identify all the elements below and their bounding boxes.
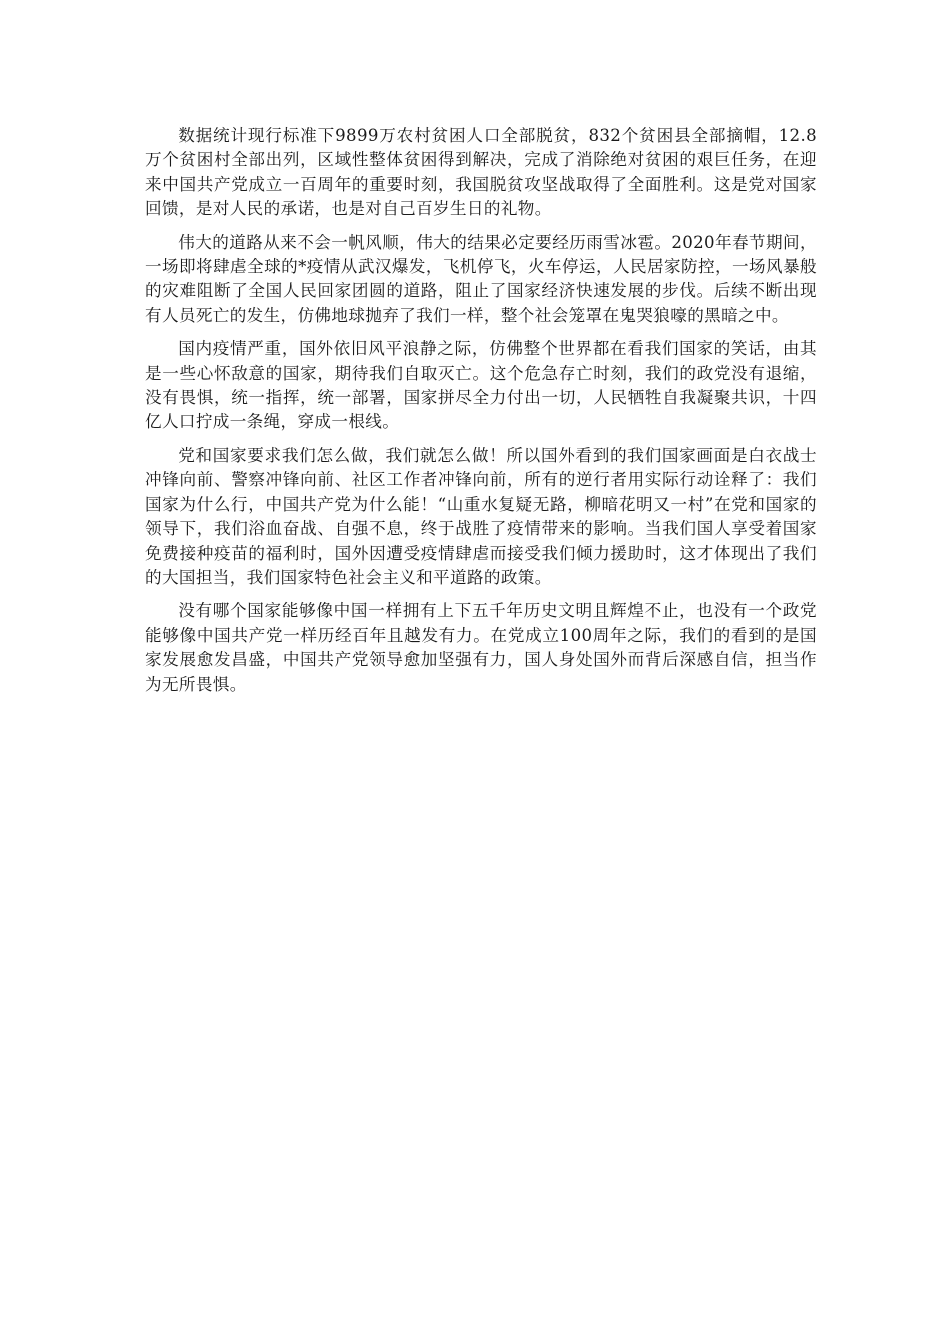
- document-body: [145, 124, 817, 706]
- paragraph-4: 党和国家要求我们怎么做，我们就怎么做！所以国外看到的我们国家画面是白衣战士冲锋向前、警察冲锋向前、社区工作者冲锋向前，所有的逆行者用实际行动诠释了：我们国家为什么行，中国共产党为什么能！“山重水复疑无路，柳暗花明又一村”在党和国家的领导下，我们浴血奋战、自强不息，终于战胜了疫情带来的影响。当我们国人享受着国家免费接种疫苗的福利时，国外因遭受疫情肆虐而接受我们倾力援助时，这才体现出了我们的大国担当，我们国家特色社会主义和平道路的政策。: [145, 445, 817, 587]
- paragraph-3: 国内疫情严重，国外依旧风平浪静之际，仿佛整个世界都在看我们国家的笑话，由其是一些心怀敌意的国家，期待我们自取灭亡。这个危急存亡时刻，我们的政党没有退缩，没有畏惧，统一指挥，统一部署，国家拼尽全力付出一切，人民牺牲自我凝聚共识，十四亿人口拧成一条绳，穿成一根线。: [145, 339, 817, 432]
- paragraph-1: 数据统计现行标准下9899万农村贫困人口全部脱贫，832个贫困县全部摘帽，12.8万个贫困村全部出列，区域性整体贫困得到解决，完成了消除绝对贫困的艰巨任务，在迎来中国共产党成立一百周年的重要时刻，我国脱贫攻坚战取得了全面胜利。这是党对国家回馈，是对人民的承诺，也是对自己百岁生日的礼物。: [145, 126, 817, 219]
- paragraph-2: 伟大的道路从来不会一帆风顺，伟大的结果必定要经历雨雪冰雹。2020年春节期间，一场即将肆虐全球的*疫情从武汉爆发，飞机停飞，火车停运，人民居家防控，一场风暴般的灾难阻断了全国人民回家团圆的道路，阻止了国家经济快速发展的步伐。后续不断出现有人员死亡的发生，仿佛地球抛弃了我们一样，整个社会笼罩在鬼哭狼嚎的黑暗之中。: [145, 232, 817, 325]
- paragraph-5: 没有哪个国家能够像中国一样拥有上下五千年历史文明且辉煌不止，也没有一个政党能够像中国共产党一样历经百年且越发有力。在党成立100周年之际，我们的看到的是国家发展愈发昌盛，中国共产党领导愈加坚强有力，国人身处国外而背后深感自信，担当作为无所畏惧。: [145, 601, 817, 694]
